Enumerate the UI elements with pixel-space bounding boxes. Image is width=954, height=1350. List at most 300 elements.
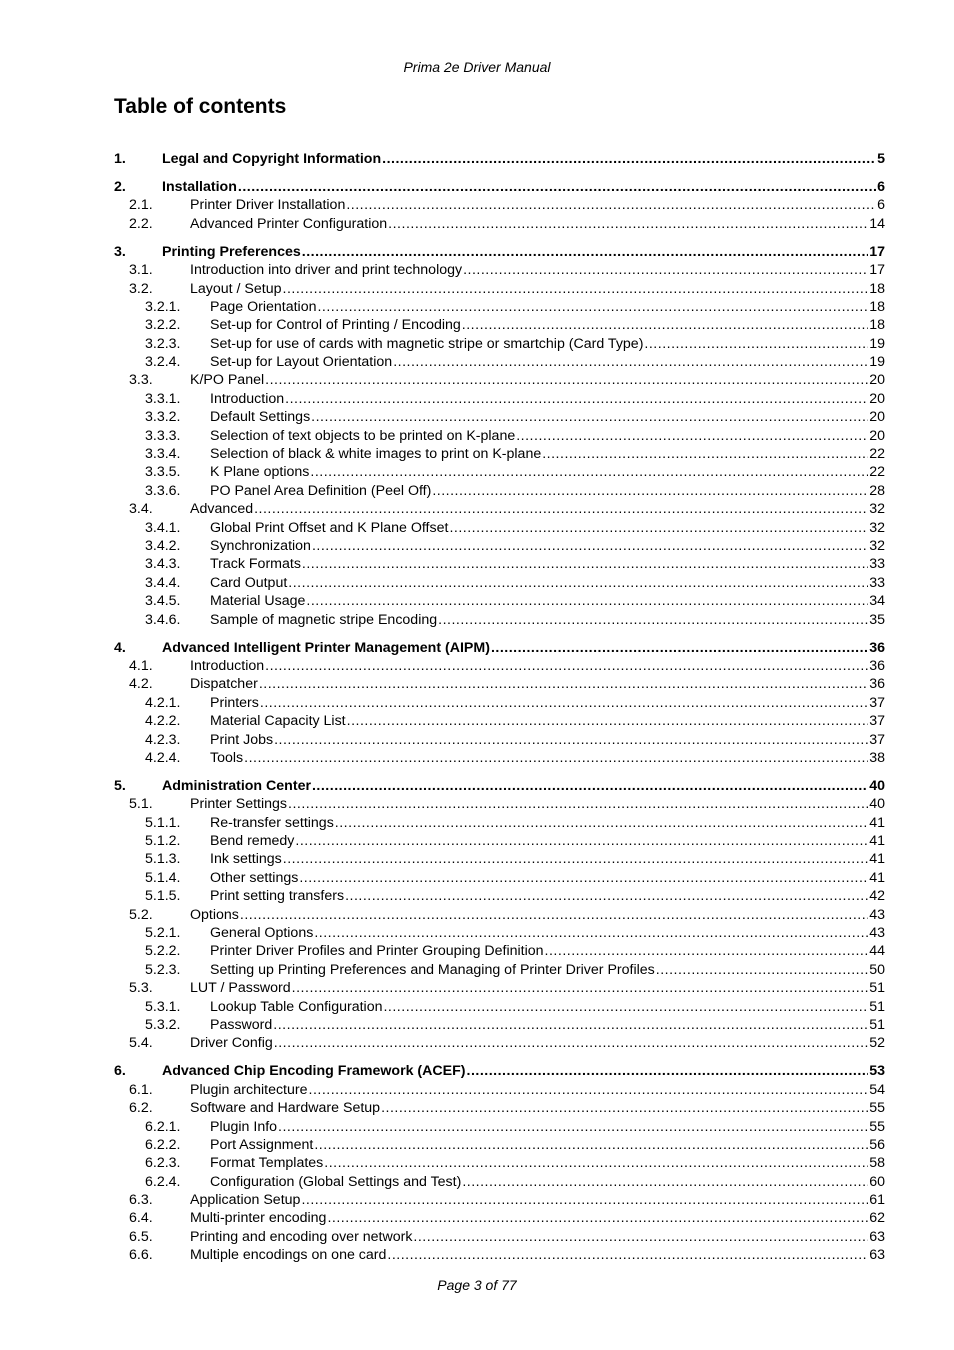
- toc-entry-page: 42: [869, 888, 885, 905]
- toc-entry-title: Set-up for Layout Orientation: [210, 354, 393, 371]
- toc-entry-number: 6.2.1.: [145, 1118, 181, 1135]
- toc-entry[interactable]: [114, 749, 885, 767]
- toc-entry-title: Re-transfer settings: [210, 814, 334, 831]
- toc-entry-number: 5.1.3.: [145, 851, 181, 868]
- toc-entry-page: 19: [869, 335, 885, 352]
- toc-entry[interactable]: [114, 942, 885, 960]
- toc-entry-number: 5.4.: [129, 1035, 153, 1052]
- toc-entry-number: 3.1.: [129, 262, 153, 279]
- toc-dot-leader: [542, 445, 868, 463]
- toc-entry[interactable]: [114, 555, 885, 573]
- toc-entry-page: 41: [869, 833, 885, 850]
- toc-entry-number: 2.2.: [129, 215, 153, 232]
- toc-entry-page: 37: [869, 694, 885, 711]
- toc-entry-line: [210, 887, 885, 905]
- toc-entry-line: [210, 519, 885, 537]
- toc-entry-number: 2.: [114, 178, 126, 195]
- toc-entry-page: 18: [869, 280, 885, 297]
- toc-entry-line: [210, 1016, 885, 1034]
- toc-entry[interactable]: [114, 150, 885, 168]
- toc-entry[interactable]: [114, 924, 885, 942]
- toc-entry[interactable]: [114, 657, 885, 675]
- toc-entry[interactable]: [114, 335, 885, 353]
- toc-entry-line: [210, 537, 885, 555]
- toc-entry-number: 5.3.1.: [145, 998, 181, 1015]
- toc-entry-title: Dispatcher: [190, 676, 258, 693]
- toc-entry-line: [210, 1173, 885, 1191]
- toc-entry-title: PO Panel Area Definition (Peel Off): [210, 482, 432, 499]
- toc-entry-title: Options: [190, 906, 239, 923]
- toc-entry-line: [210, 832, 885, 850]
- toc-entry-title: Set-up for use of cards with magnetic stripe or smartchip (Card Type): [210, 335, 644, 352]
- toc-entry-line: [210, 814, 885, 832]
- toc-entry[interactable]: [114, 1118, 885, 1136]
- toc-entry[interactable]: [114, 906, 885, 924]
- toc-entry-number: 6.2.3.: [145, 1155, 181, 1172]
- toc-entry-line: [210, 749, 885, 767]
- toc-entry-number: 3.4.3.: [145, 556, 181, 573]
- toc-entry[interactable]: [114, 850, 885, 868]
- toc-entry-page: 18: [869, 298, 885, 315]
- toc-entry-number: 6.2.4.: [145, 1173, 181, 1190]
- toc-entry-page: 20: [869, 409, 885, 426]
- toc-dot-leader: [467, 1062, 869, 1080]
- toc-entry-line: [190, 280, 885, 298]
- toc-entry-page: 22: [869, 464, 885, 481]
- toc-dot-leader: [285, 390, 868, 408]
- toc-entry-page: 63: [869, 1228, 885, 1245]
- toc-entry-line: [210, 316, 885, 334]
- toc-entry[interactable]: [114, 178, 885, 196]
- toc-entry[interactable]: [114, 979, 885, 997]
- toc-entry-number: 3.4.: [129, 501, 153, 518]
- toc-entry[interactable]: [114, 592, 885, 610]
- toc-dot-leader: [301, 1191, 868, 1209]
- table-of-contents: [114, 150, 885, 1265]
- toc-entry-title: Material Usage: [210, 593, 306, 610]
- toc-dot-leader: [387, 1246, 868, 1264]
- toc-entry-page: 41: [869, 869, 885, 886]
- toc-entry-page: 44: [869, 943, 885, 960]
- toc-entry-line: [210, 1118, 885, 1136]
- toc-entry-line: [190, 1034, 885, 1052]
- toc-entry[interactable]: [114, 675, 885, 693]
- toc-entry-number: 6.2.2.: [145, 1136, 181, 1153]
- toc-entry-number: 3.2.2.: [145, 317, 181, 334]
- toc-entry-page: 38: [869, 749, 885, 766]
- toc-entry[interactable]: [114, 795, 885, 813]
- toc-entry-page: 40: [869, 777, 885, 794]
- toc-entry-page: 43: [869, 906, 885, 923]
- toc-entry-page: 32: [869, 501, 885, 518]
- toc-entry-line: [210, 1154, 885, 1172]
- toc-dot-leader: [462, 1173, 868, 1191]
- toc-dot-leader: [288, 795, 868, 813]
- toc-entry-line: [210, 482, 885, 500]
- toc-entry[interactable]: [114, 280, 885, 298]
- toc-dot-leader: [292, 979, 869, 997]
- toc-entry-title: Port Assignment: [210, 1136, 314, 1153]
- toc-entry[interactable]: [114, 1173, 885, 1191]
- toc-entry-number: 5.1.: [129, 796, 153, 813]
- toc-entry-page: 63: [869, 1247, 885, 1264]
- toc-entry-title: Set-up for Control of Printing / Encoding: [210, 317, 461, 334]
- toc-entry-page: 36: [869, 676, 885, 693]
- toc-dot-leader: [393, 353, 868, 371]
- toc-entry-line: [190, 1099, 885, 1117]
- toc-entry[interactable]: [114, 463, 885, 481]
- toc-entry-title: Print setting transfers: [210, 888, 345, 905]
- toc-entry-page: 62: [869, 1210, 885, 1227]
- toc-entry-page: 33: [869, 574, 885, 591]
- toc-entry-title: Lookup Table Configuration: [210, 998, 383, 1015]
- toc-entry-title: Global Print Offset and K Plane Offset: [210, 519, 449, 536]
- toc-entry[interactable]: [114, 261, 885, 279]
- toc-entry[interactable]: [114, 639, 885, 657]
- toc-entry-number: 5.2.3.: [145, 961, 181, 978]
- toc-entry-number: 5.: [114, 777, 126, 794]
- toc-entry-number: 4.: [114, 639, 126, 656]
- toc-dot-leader: [309, 1081, 869, 1099]
- toc-entry-title: Introduction: [210, 390, 285, 407]
- toc-dot-leader: [382, 150, 876, 168]
- toc-entry-line: [162, 777, 885, 795]
- toc-entry-line: [210, 961, 885, 979]
- toc-entry[interactable]: [114, 887, 885, 905]
- toc-dot-leader: [299, 869, 868, 887]
- toc-entry-line: [210, 712, 885, 730]
- toc-entry-title: Plugin Info: [210, 1118, 278, 1135]
- toc-entry-page: 55: [869, 1118, 885, 1135]
- toc-dot-leader: [265, 371, 868, 389]
- toc-entry-number: 4.2.4.: [145, 749, 181, 766]
- toc-entry[interactable]: [114, 1034, 885, 1052]
- toc-entry-number: 4.2.3.: [145, 731, 181, 748]
- toc-entry-number: 3.3.2.: [145, 409, 181, 426]
- toc-entry-title: Track Formats: [210, 556, 301, 573]
- toc-entry-title: Layout / Setup: [190, 280, 282, 297]
- toc-entry[interactable]: [114, 1191, 885, 1209]
- toc-entry[interactable]: [114, 316, 885, 334]
- toc-entry-line: [210, 611, 885, 629]
- toc-entry-page: 5: [877, 151, 885, 167]
- toc-entry-number: 6.6.: [129, 1247, 153, 1264]
- toc-entry-page: 60: [869, 1173, 885, 1190]
- toc-dot-leader: [438, 611, 868, 629]
- toc-entry-title: Driver Config: [190, 1035, 273, 1052]
- toc-entry-title: Application Setup: [190, 1192, 301, 1209]
- toc-entry-line: [210, 555, 885, 573]
- toc-dot-leader: [324, 1154, 868, 1172]
- toc-entry[interactable]: [114, 1099, 885, 1117]
- toc-dot-leader: [656, 961, 868, 979]
- toc-entry-page: 6: [877, 178, 885, 195]
- toc-entry[interactable]: [114, 445, 885, 463]
- toc-entry-title: Advanced: [190, 501, 254, 518]
- toc-entry[interactable]: [114, 1081, 885, 1099]
- toc-dot-leader: [644, 335, 868, 353]
- toc-entry-number: 6.: [114, 1063, 126, 1080]
- toc-entry-title: Software and Hardware Setup: [190, 1100, 381, 1117]
- toc-entry-number: 4.2.2.: [145, 713, 181, 730]
- toc-dot-leader: [462, 316, 868, 334]
- toc-dot-leader: [449, 519, 868, 537]
- page-header: Prima 2e Driver Manual: [403, 59, 551, 75]
- toc-entry[interactable]: [114, 408, 885, 426]
- toc-entry-number: 3.4.6.: [145, 611, 181, 628]
- toc-dot-leader: [463, 261, 868, 279]
- toc-entry-page: 56: [869, 1136, 885, 1153]
- toc-dot-leader: [491, 639, 868, 657]
- toc-dot-leader: [432, 482, 868, 500]
- toc-entry-page: 41: [869, 814, 885, 831]
- toc-dot-leader: [346, 196, 876, 214]
- toc-entry-line: [210, 924, 885, 942]
- toc-entry[interactable]: [114, 574, 885, 592]
- toc-entry-title: Printer Driver Installation: [190, 197, 346, 214]
- toc-entry-page: 6: [877, 197, 885, 214]
- toc-entry[interactable]: [114, 731, 885, 749]
- toc-entry-page: 19: [869, 354, 885, 371]
- toc-entry-title: Tools: [210, 749, 244, 766]
- toc-entry[interactable]: [114, 537, 885, 555]
- toc-entry-line: [210, 298, 885, 316]
- toc-dot-leader: [310, 463, 868, 481]
- toc-entry[interactable]: [114, 961, 885, 979]
- toc-dot-leader: [238, 178, 876, 196]
- toc-entry[interactable]: [114, 869, 885, 887]
- toc-entry-title: Multi-printer encoding: [190, 1210, 327, 1227]
- toc-entry-page: 53: [869, 1063, 885, 1080]
- toc-entry-line: [162, 243, 885, 261]
- toc-entry-title: Synchronization: [210, 538, 311, 554]
- toc-entry-line: [210, 998, 885, 1016]
- toc-entry-title: K Plane options: [210, 464, 310, 481]
- toc-entry[interactable]: [114, 712, 885, 730]
- page-footer: Page 3 of 77: [437, 1277, 517, 1293]
- toc-entry-number: 5.2.1.: [145, 925, 181, 941]
- toc-entry-page: 54: [869, 1081, 885, 1098]
- toc-dot-leader: [283, 850, 868, 868]
- toc-entry[interactable]: [114, 611, 885, 629]
- toc-dot-leader: [317, 298, 868, 316]
- toc-entry-page: 18: [869, 317, 885, 334]
- toc-entry-page: 34: [869, 593, 885, 610]
- toc-entry-line: [190, 795, 885, 813]
- toc-dot-leader: [265, 657, 868, 675]
- toc-entry-title: LUT / Password: [190, 980, 291, 997]
- toc-entry-title: Bend remedy: [210, 833, 295, 850]
- toc-entry[interactable]: [114, 1154, 885, 1172]
- toc-entry-line: [210, 731, 885, 749]
- toc-entry-number: 1.: [114, 151, 126, 167]
- toc-entry-number: 3.3.5.: [145, 464, 181, 481]
- toc-dot-leader: [347, 712, 869, 730]
- toc-entry-title: Legal and Copyright Information: [162, 151, 382, 167]
- toc-dot-leader: [288, 574, 868, 592]
- toc-entry[interactable]: [114, 814, 885, 832]
- toc-entry-title: Advanced Chip Encoding Framework (ACEF): [162, 1063, 466, 1080]
- toc-entry[interactable]: [114, 998, 885, 1016]
- toc-dot-leader: [274, 1034, 868, 1052]
- toc-entry-page: 36: [869, 657, 885, 674]
- toc-entry-line: [210, 445, 885, 463]
- toc-dot-leader: [278, 1118, 868, 1136]
- toc-dot-leader: [314, 1136, 868, 1154]
- toc-entry-page: 37: [869, 713, 885, 730]
- toc-entry-title: Advanced Intelligent Printer Management (AIPM): [162, 639, 490, 656]
- toc-entry-number: 6.5.: [129, 1228, 153, 1245]
- toc-entry-line: [190, 1081, 885, 1099]
- toc-dot-leader: [327, 1209, 868, 1227]
- toc-entry-number: 3.2.1.: [145, 298, 181, 315]
- toc-entry-title: Default Settings: [210, 409, 311, 426]
- toc-entry-line: [210, 463, 885, 481]
- toc-entry-page: 35: [869, 611, 885, 628]
- toc-entry[interactable]: [114, 1136, 885, 1154]
- toc-entry-page: 17: [869, 243, 885, 260]
- toc-entry[interactable]: [114, 427, 885, 445]
- toc-entry-title: Password: [210, 1016, 273, 1033]
- toc-entry-number: 5.3.: [129, 980, 153, 997]
- toc-dot-leader: [244, 749, 868, 767]
- toc-dot-leader: [545, 942, 869, 960]
- toc-entry-number: 6.3.: [129, 1192, 153, 1209]
- toc-entry-title: Printing and encoding over network: [190, 1228, 413, 1245]
- toc-entry-title: Advanced Printer Configuration: [190, 215, 388, 232]
- toc-entry-number: 3.4.1.: [145, 519, 181, 536]
- toc-entry-title: Printer Driver Profiles and Printer Grouping Definition: [210, 943, 544, 960]
- toc-entry-page: 55: [869, 1100, 885, 1117]
- toc-entry-line: [210, 592, 885, 610]
- toc-entry-line: [190, 215, 885, 233]
- toc-entry-line: [162, 639, 885, 657]
- toc-entry-page: 41: [869, 851, 885, 868]
- toc-entry-number: 6.1.: [129, 1081, 153, 1098]
- toc-entry-number: 3.4.4.: [145, 574, 181, 591]
- toc-entry-title: K/PO Panel: [190, 372, 265, 389]
- toc-entry-line: [162, 150, 885, 168]
- toc-entry-line: [210, 869, 885, 887]
- toc-dot-leader: [345, 887, 868, 905]
- toc-entry-line: [190, 906, 885, 924]
- toc-entry-number: 4.2.: [129, 676, 153, 693]
- toc-dot-leader: [254, 500, 868, 518]
- toc-entry-page: 37: [869, 731, 885, 748]
- toc-dot-leader: [314, 924, 868, 942]
- toc-dot-leader: [383, 998, 868, 1016]
- toc-entry-number: 3.2.: [129, 280, 153, 297]
- toc-entry-page: 58: [869, 1155, 885, 1172]
- toc-dot-leader: [413, 1228, 868, 1246]
- toc-entry[interactable]: [114, 777, 885, 795]
- toc-entry-page: 51: [869, 998, 885, 1015]
- toc-entry-title: Page Orientation: [210, 298, 317, 315]
- toc-entry[interactable]: [114, 298, 885, 316]
- toc-entry-line: [190, 500, 885, 518]
- toc-dot-leader: [381, 1099, 868, 1117]
- toc-entry[interactable]: [114, 832, 885, 850]
- toc-dot-leader: [302, 243, 868, 261]
- toc-entry-title: Material Capacity List: [210, 713, 346, 730]
- toc-entry[interactable]: [114, 390, 885, 408]
- toc-entry-number: 5.1.4.: [145, 869, 181, 886]
- toc-dot-leader: [311, 408, 868, 426]
- toc-entry-number: 3.3.6.: [145, 482, 181, 499]
- toc-entry-line: [210, 335, 885, 353]
- toc-entry-line: [210, 1136, 885, 1154]
- toc-entry-title: Format Templates: [210, 1155, 324, 1172]
- toc-entry-page: 61: [869, 1192, 885, 1209]
- toc-entry-title: Selection of black & white images to print on K-plane: [210, 446, 542, 463]
- toc-entry-title: General Options: [210, 925, 314, 941]
- toc-entry-title: Multiple encodings on one card: [190, 1247, 387, 1264]
- toc-dot-leader: [260, 694, 868, 712]
- toc-entry-page: 52: [869, 1035, 885, 1052]
- toc-entry-line: [190, 979, 885, 997]
- toc-entry-number: 5.1.2.: [145, 833, 181, 850]
- toc-entry-line: [190, 1228, 885, 1246]
- toc-entry[interactable]: [114, 1016, 885, 1034]
- toc-entry[interactable]: [114, 1246, 885, 1264]
- toc-entry[interactable]: [114, 353, 885, 371]
- toc-entry[interactable]: [114, 500, 885, 518]
- toc-entry-page: 51: [869, 1016, 885, 1033]
- toc-entry-title: Ink settings: [210, 851, 282, 868]
- toc-entry-title: Printing Preferences: [162, 243, 301, 260]
- toc-entry[interactable]: [114, 215, 885, 233]
- toc-entry-number: 3.3.: [129, 372, 153, 389]
- toc-dot-leader: [259, 675, 868, 693]
- toc-dot-leader: [388, 215, 868, 233]
- toc-entry-line: [162, 178, 885, 196]
- toc-entry[interactable]: [114, 1209, 885, 1227]
- toc-entry-title: Printers: [210, 694, 259, 711]
- toc-entry[interactable]: [114, 196, 885, 214]
- toc-entry-page: 51: [869, 980, 885, 997]
- toc-entry-line: [190, 261, 885, 279]
- toc-entry-number: 3.4.2.: [145, 538, 181, 554]
- toc-entry[interactable]: [114, 1228, 885, 1246]
- toc-entry-number: 3.3.3.: [145, 427, 181, 444]
- toc-entry-line: [190, 1209, 885, 1227]
- toc-entry[interactable]: [114, 694, 885, 712]
- toc-entry-number: 3.3.1.: [145, 390, 181, 407]
- toc-entry[interactable]: [114, 1062, 885, 1080]
- toc-entry-number: 3.: [114, 243, 126, 260]
- toc-entry-line: [210, 850, 885, 868]
- toc-entry-page: 14: [869, 215, 885, 232]
- toc-entry[interactable]: [114, 519, 885, 537]
- toc-entry-page: 20: [869, 390, 885, 407]
- toc-entry-title: Sample of magnetic stripe Encoding: [210, 611, 438, 628]
- toc-entry-page: 17: [869, 262, 885, 279]
- toc-entry-title: Introduction: [190, 657, 265, 674]
- toc-entry-line: [210, 574, 885, 592]
- toc-entry-number: 3.3.4.: [145, 446, 181, 463]
- toc-dot-leader: [283, 280, 869, 298]
- toc-entry[interactable]: [114, 482, 885, 500]
- toc-dot-leader: [312, 537, 868, 555]
- toc-entry[interactable]: [114, 243, 885, 261]
- toc-entry-page: 33: [869, 556, 885, 573]
- toc-entry[interactable]: [114, 371, 885, 389]
- toc-entry-number: 5.3.2.: [145, 1016, 181, 1033]
- toc-entry-title: Selection of text objects to be printed on K-plane: [210, 427, 516, 444]
- toc-entry-title: Plugin architecture: [190, 1081, 308, 1098]
- toc-dot-leader: [312, 777, 868, 795]
- toc-entry-page: 22: [869, 446, 885, 463]
